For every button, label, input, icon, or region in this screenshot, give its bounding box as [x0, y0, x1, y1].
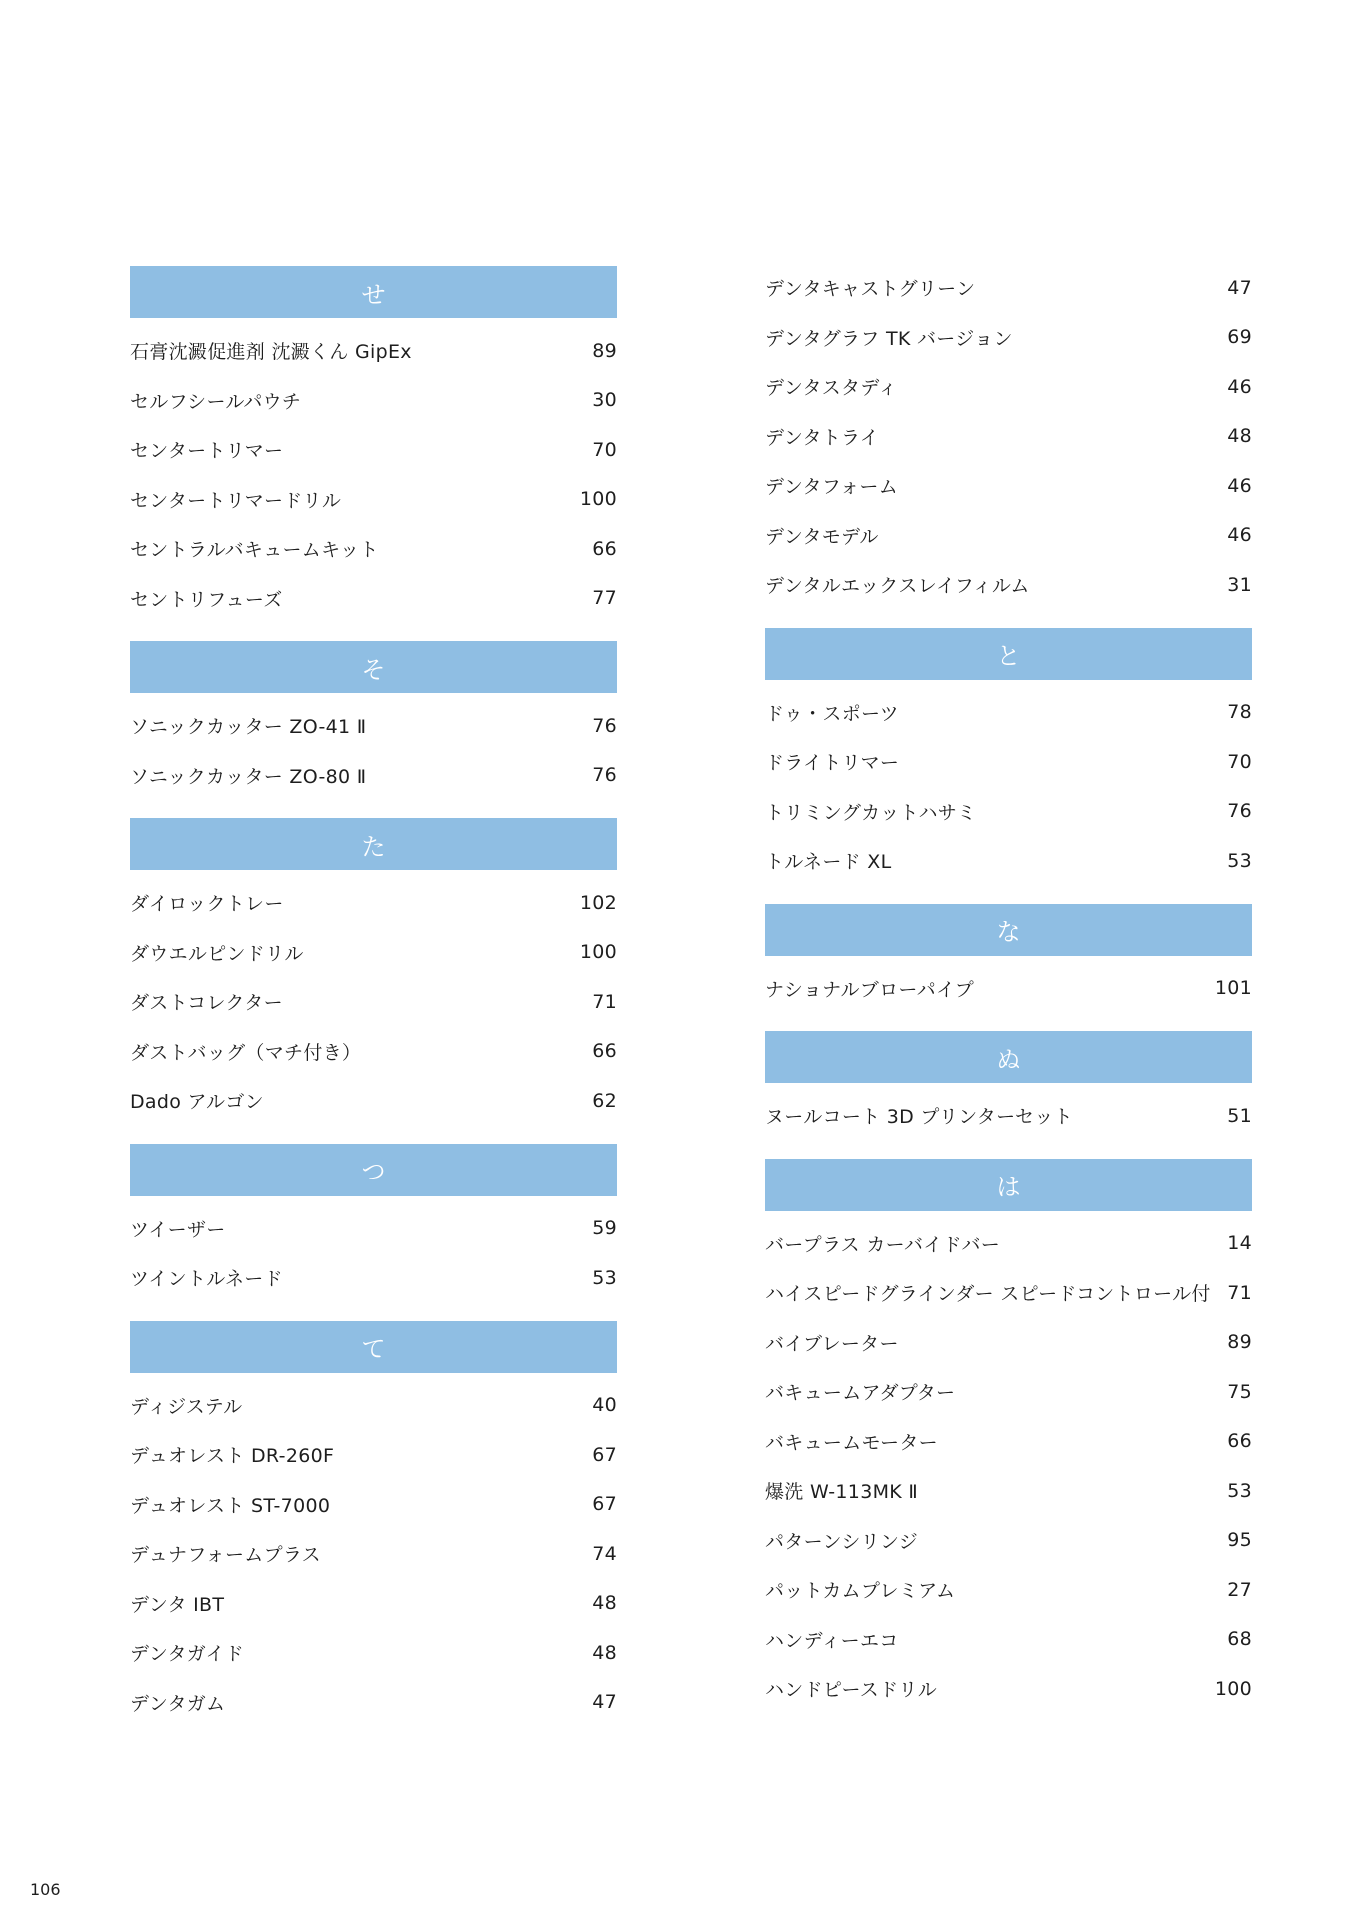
entry-name: 石膏沈澱促進剤 沈澱くん GipEx — [130, 341, 412, 364]
entry-name: デュオレスト ST-7000 — [130, 1494, 331, 1517]
entry-name: ハンドピースドリル — [765, 1679, 937, 1702]
entry-name: セルフシールパウチ — [130, 390, 302, 413]
entry-list — [765, 1211, 1252, 1718]
entry-name: ツイーザー — [130, 1218, 226, 1241]
section-header: せ — [130, 266, 617, 318]
index-entry — [130, 376, 617, 426]
index-section — [765, 263, 1252, 614]
index-entry — [765, 362, 1252, 412]
index-section — [765, 628, 1252, 890]
entry-page: 31 — [1227, 573, 1252, 596]
entry-name: ドゥ・スポーツ — [765, 702, 899, 725]
entry-page: 66 — [592, 1040, 617, 1063]
entry-list — [130, 318, 617, 627]
entry-list — [130, 1373, 617, 1732]
index-entry — [130, 1076, 617, 1126]
entry-name: セントラルバキュームキット — [130, 539, 379, 562]
index-entry — [765, 964, 1252, 1014]
entry-page: 67 — [592, 1493, 617, 1516]
index-entry — [765, 737, 1252, 787]
index-entry — [130, 1027, 617, 1077]
entry-page: 77 — [592, 587, 617, 610]
entry-name: トリミングカットハサミ — [765, 801, 977, 824]
index-entry — [130, 326, 617, 376]
entry-page: 76 — [592, 764, 617, 787]
index-entry — [765, 1664, 1252, 1714]
index-entry — [130, 1253, 617, 1303]
entry-page: 70 — [592, 438, 617, 461]
index-section — [130, 1321, 617, 1732]
entry-name: ダイロックトレー — [130, 893, 284, 916]
entry-page: 95 — [1227, 1529, 1252, 1552]
index-entry — [765, 1615, 1252, 1665]
entry-list — [130, 693, 617, 804]
entry-name: ソニックカッター ZO-41 Ⅱ — [130, 716, 367, 739]
index-entry — [765, 263, 1252, 313]
section-header: な — [765, 904, 1252, 956]
section-header: つ — [130, 1144, 617, 1196]
entry-page: 75 — [1227, 1380, 1252, 1403]
entry-page: 40 — [592, 1394, 617, 1417]
entry-name: デンタルエックスレイフィルム — [765, 575, 1030, 598]
index-entry — [130, 524, 617, 574]
entry-page: 70 — [1227, 750, 1252, 773]
index-entry — [130, 1480, 617, 1530]
entry-page: 101 — [1214, 977, 1252, 1000]
page-number: 106 — [30, 1880, 61, 1899]
entry-page: 53 — [592, 1266, 617, 1289]
section-header: は — [765, 1159, 1252, 1211]
entry-name: デンタガイド — [130, 1643, 245, 1666]
index-section — [130, 266, 617, 627]
entry-name: ヌールコート 3D プリンターセット — [765, 1106, 1073, 1129]
entry-page: 71 — [592, 990, 617, 1013]
index-entry — [765, 1565, 1252, 1615]
entry-name: デンタトライ — [765, 426, 880, 449]
entry-name: ナショナルブローパイプ — [765, 978, 975, 1001]
index-entry — [765, 313, 1252, 363]
entry-name: デンタグラフ TK バージョン — [765, 327, 1013, 350]
entry-list — [765, 263, 1252, 614]
index-entry — [765, 1367, 1252, 1417]
index-entry — [130, 475, 617, 525]
section-header: ぬ — [765, 1031, 1252, 1083]
entry-page: 47 — [592, 1691, 617, 1714]
entry-name: トルネード XL — [765, 851, 892, 874]
index-entry — [130, 574, 617, 624]
entry-list — [130, 1196, 617, 1307]
entry-page: 59 — [592, 1217, 617, 1240]
entry-page: 66 — [1227, 1430, 1252, 1453]
entry-name: デンタガム — [130, 1692, 226, 1715]
index-section — [130, 641, 617, 804]
entry-name: ハイスピードグラインダー スピードコントロール付 — [765, 1283, 1211, 1306]
entry-page: 27 — [1227, 1578, 1252, 1601]
index-entry — [765, 1466, 1252, 1516]
entry-name: デンタキャストグリーン — [765, 278, 976, 301]
entry-page: 66 — [592, 537, 617, 560]
entry-name: 爆洗 W-113MK Ⅱ — [765, 1481, 919, 1504]
entry-page: 102 — [579, 891, 617, 914]
index-entry — [765, 461, 1252, 511]
index-entry — [130, 878, 617, 928]
index-entry — [765, 836, 1252, 886]
entry-name: ツイントルネード — [130, 1268, 283, 1291]
index-entry — [130, 1204, 617, 1254]
entry-page: 48 — [592, 1592, 617, 1615]
entry-name: バープラス カーバイドバー — [765, 1233, 1001, 1256]
index-entry — [765, 1091, 1252, 1141]
index-entry — [765, 688, 1252, 738]
index-entry — [765, 511, 1252, 561]
entry-page: 69 — [1227, 326, 1252, 349]
entry-page: 89 — [592, 339, 617, 362]
entry-list — [130, 870, 617, 1130]
entry-name: センタートリマー — [130, 440, 284, 463]
index-entry — [765, 1268, 1252, 1318]
entry-page: 46 — [1227, 524, 1252, 547]
entry-name: ダストコレクター — [130, 992, 283, 1015]
index-entry — [765, 560, 1252, 610]
entry-list — [765, 1083, 1252, 1145]
entry-page: 30 — [592, 389, 617, 412]
entry-page: 14 — [1227, 1232, 1252, 1255]
entry-name: デュナフォームプラス — [130, 1544, 321, 1567]
entry-name: バキュームアダプター — [765, 1382, 956, 1405]
section-header: そ — [130, 641, 617, 693]
entry-name: パットカムプレミアム — [765, 1580, 956, 1603]
index-entry — [765, 412, 1252, 462]
index-section — [765, 1159, 1252, 1718]
index-section — [765, 904, 1252, 1018]
entry-name: デンタスタディ — [765, 377, 898, 400]
entry-page: 53 — [1227, 849, 1252, 872]
entry-page: 89 — [1227, 1331, 1252, 1354]
section-header: た — [130, 818, 617, 870]
entry-page: 76 — [1227, 800, 1252, 823]
entry-page: 51 — [1227, 1104, 1252, 1127]
entry-page: 67 — [592, 1443, 617, 1466]
entry-name: ソニックカッター ZO-80 Ⅱ — [130, 765, 367, 788]
entry-name: バイブレーター — [765, 1332, 899, 1355]
entry-page: 47 — [1227, 276, 1252, 299]
entry-page: 68 — [1227, 1628, 1252, 1651]
index-entry — [765, 1516, 1252, 1566]
entry-name: ディジステル — [130, 1395, 243, 1418]
entry-page: 62 — [592, 1089, 617, 1112]
entry-list — [765, 680, 1252, 890]
entry-list — [765, 956, 1252, 1018]
entry-name: バキュームモーター — [765, 1431, 938, 1454]
index-entry — [130, 1529, 617, 1579]
entry-page: 46 — [1227, 375, 1252, 398]
section-header: と — [765, 628, 1252, 680]
entry-name: ダストバッグ（マチ付き） — [130, 1041, 362, 1064]
entry-page: 71 — [1227, 1281, 1252, 1304]
index-section — [130, 818, 617, 1130]
entry-page: 48 — [592, 1641, 617, 1664]
entry-page: 53 — [1227, 1479, 1252, 1502]
index-column-right — [765, 266, 1252, 1718]
section-header: て — [130, 1321, 617, 1373]
entry-page: 78 — [1227, 701, 1252, 724]
index-entry — [765, 787, 1252, 837]
index-entry — [130, 1381, 617, 1431]
index-entry — [130, 425, 617, 475]
entry-name: デンタモデル — [765, 525, 879, 548]
index-entry — [765, 1417, 1252, 1467]
entry-name: ダウエルピンドリル — [130, 942, 304, 965]
entry-name: デュオレスト DR-260F — [130, 1445, 335, 1468]
entry-name: センタートリマードリル — [130, 489, 342, 512]
index-entry — [130, 1628, 617, 1678]
entry-page: 76 — [592, 714, 617, 737]
entry-name: Dado アルゴン — [130, 1091, 264, 1114]
index-column-left — [130, 266, 617, 1731]
entry-page: 100 — [579, 488, 617, 511]
index-entry — [130, 1430, 617, 1480]
entry-name: ハンディーエコ — [765, 1629, 899, 1652]
entry-page: 46 — [1227, 474, 1252, 497]
index-entry — [130, 701, 617, 751]
index-section — [130, 1144, 617, 1307]
index-entry — [130, 977, 617, 1027]
index-entry — [130, 751, 617, 801]
index-entry — [130, 1579, 617, 1629]
index-entry — [130, 928, 617, 978]
entry-page: 100 — [1214, 1677, 1252, 1700]
index-entry — [765, 1318, 1252, 1368]
entry-name: セントリフューズ — [130, 588, 283, 611]
index-entry — [130, 1678, 617, 1728]
index-entry — [765, 1219, 1252, 1269]
entry-name: デンタフォーム — [765, 476, 899, 499]
entry-page: 100 — [579, 941, 617, 964]
entry-page: 74 — [592, 1542, 617, 1565]
entry-name: パターンシリンジ — [765, 1530, 919, 1553]
entry-name: ドライトリマー — [765, 752, 900, 775]
index-section — [765, 1031, 1252, 1145]
entry-name: デンタ IBT — [130, 1593, 225, 1616]
entry-page: 48 — [1227, 425, 1252, 448]
